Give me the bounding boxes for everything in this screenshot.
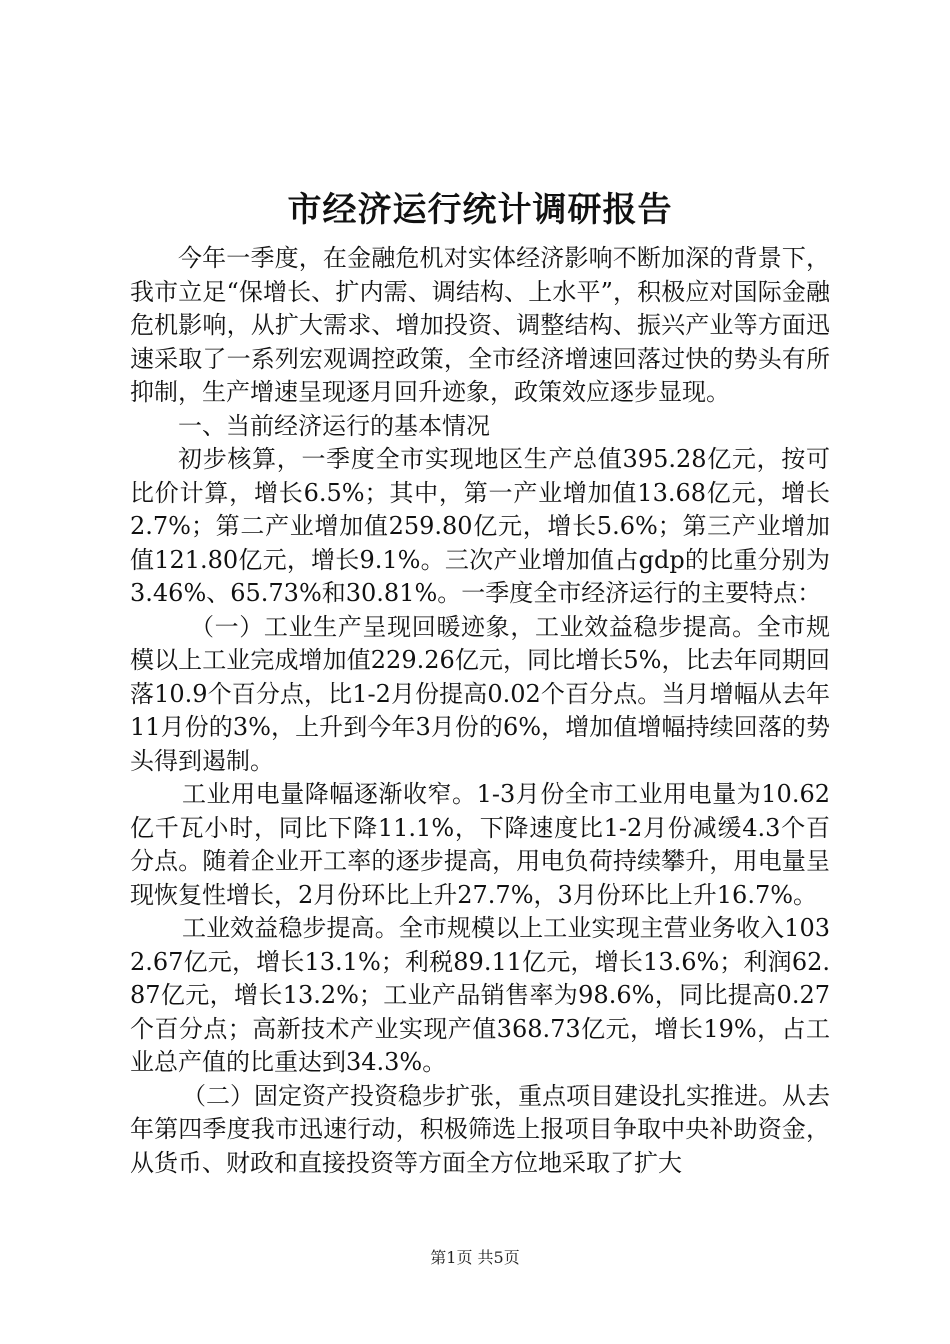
electricity-paragraph: 工业用电量降幅逐渐收窄。1-3月份全市工业用电量为10.62亿千瓦小时，同比下降11.1%，下降速度比1-2月份减缓4.3个百分点。随着企业开工率的逐步提高，用电负荷持续攀升，用电量呈现恢复性增长，2月份环比上升27.7%，3月份环比上升16.7%。 (130, 780, 830, 909)
industry-paragraph: （一）工业生产呈现回暖迹象，工业效益稳步提高。全市规模以上工业完成增加值229.26亿元，同比增长5%，比去年同期回落10.9个百分点，比1-2月份提高0.02个百分点。当月增幅从去年11月份的3%，上升到今年3月份的6%，增加值增幅持续回落的势头得到遏制。 (130, 612, 830, 775)
page-number-footer: 第1页 共5页 (430, 1248, 520, 1267)
efficiency-paragraph: 工业效益稳步提高。全市规模以上工业实现主营业务收入1032.67亿元，增长13.1%；利税89.11亿元，增长13.6%；利润62.87亿元，增长13.2%；工业产品销售率为98.6%，同比提高0.27个百分点；高新技术产业实现产值368.73亿元，增长19%，占工业总产值的比重达到34.3%。 (130, 914, 830, 1076)
intro-paragraph: 今年一季度，在金融危机对实体经济影响不断加深的背景下，我市立足“保增长、扩内需、调结构、上水平”，积极应对国际金融危机影响，从扩大需求、增加投资、调整结构、振兴产业等方面迅速采取了一系列宏观调控政策，全市经济增速回落过快的势头有所抑制，生产增速呈现逐月回升迹象，政策效应逐步显现。 (130, 244, 830, 406)
gdp-paragraph: 初步核算，一季度全市实现地区生产总值395.28亿元，按可比价计算，增长6.5%；其中，第一产业增加值13.68亿元，增长2.7%；第二产业增加值259.80亿元，增长5.6%；第三产业增加值121.80亿元，增长9.1%。三次产业增加值占gdp的比重分别为3.46%、65.73%和30.81%。一季度全市经济运行的主要特点： (130, 445, 830, 607)
investment-paragraph: （二）固定资产投资稳步扩张，重点项目建设扎实推进。从去年第四季度我市迅速行动，积极筛选上报项目争取中央补助资金，从货币、财政和直接投资等方面全方位地采取了扩大 (130, 1081, 830, 1177)
document-page (130, 180, 830, 1180)
section-heading: 一、当前经济运行的基本情况 (178, 411, 490, 440)
document-title: 市经济运行统计调研报告 (287, 190, 673, 230)
